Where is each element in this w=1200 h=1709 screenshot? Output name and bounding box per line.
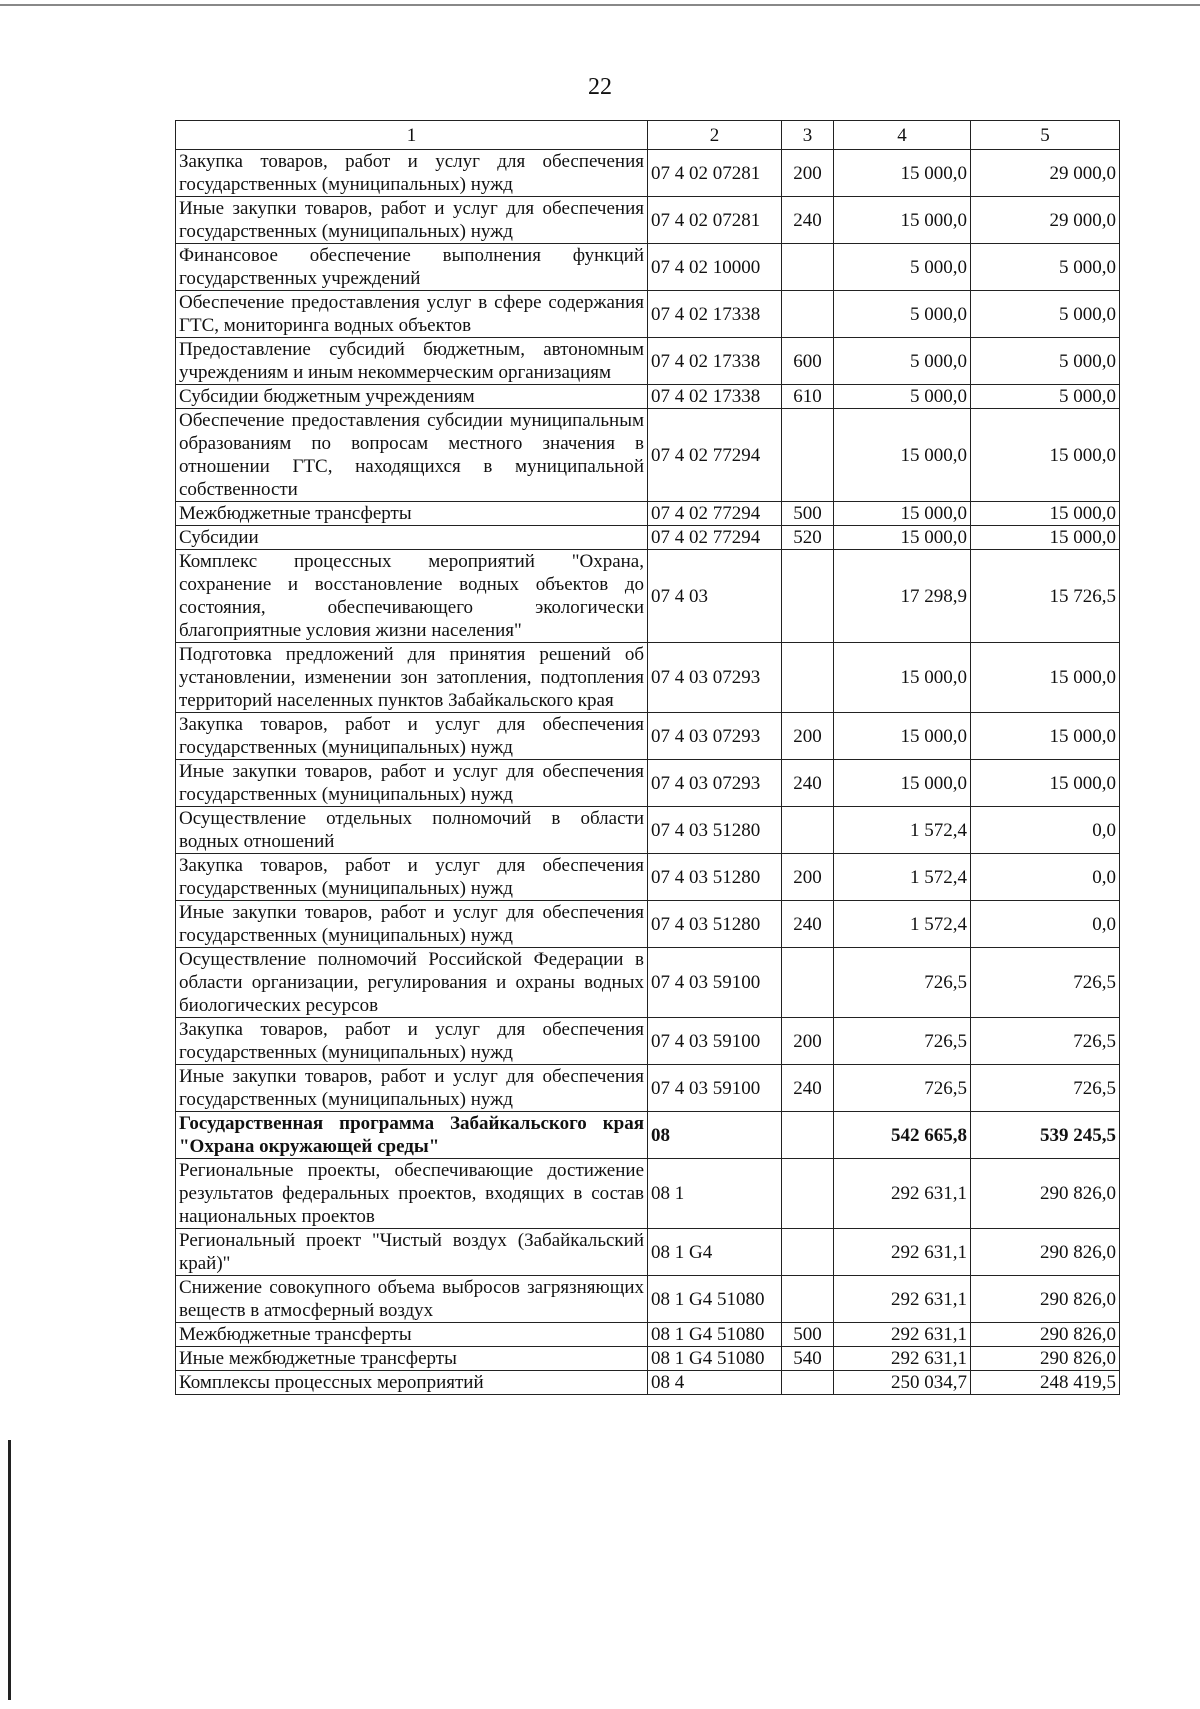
row-code: 07 4 03 51280 — [648, 807, 782, 854]
row-amount-col5: 290 826,0 — [971, 1347, 1120, 1371]
row-expense-type — [782, 1276, 834, 1323]
row-name: Иные межбюджетные трансферты — [176, 1347, 648, 1371]
row-name: Закупка товаров, работ и услуг для обеспечения государственных (муниципальных) нужд — [176, 854, 648, 901]
row-name: Субсидии бюджетным учреждениям — [176, 385, 648, 409]
row-code: 07 4 02 77294 — [648, 502, 782, 526]
row-amount-col5: 5 000,0 — [971, 338, 1120, 385]
table-row — [176, 526, 1120, 550]
row-name: Иные закупки товаров, работ и услуг для обеспечения государственных (муниципальных) нужд — [176, 1065, 648, 1112]
row-name: Субсидии — [176, 526, 648, 550]
row-name: Региональный проект "Чистый воздух (Забайкальский край)" — [176, 1229, 648, 1276]
row-code: 07 4 03 07293 — [648, 760, 782, 807]
table-row — [176, 760, 1120, 807]
table-row — [176, 1229, 1120, 1276]
row-expense-type: 200 — [782, 713, 834, 760]
row-expense-type: 610 — [782, 385, 834, 409]
row-expense-type: 600 — [782, 338, 834, 385]
row-name: Обеспечение предоставления услуг в сфере содержания ГТС, мониторинга водных объектов — [176, 291, 648, 338]
row-amount-col5: 290 826,0 — [971, 1229, 1120, 1276]
table-row — [176, 550, 1120, 643]
row-name: Финансовое обеспечение выполнения функций государственных учреждений — [176, 244, 648, 291]
row-amount-col4: 542 665,8 — [834, 1112, 971, 1159]
row-code: 07 4 03 — [648, 550, 782, 643]
row-expense-type: 200 — [782, 854, 834, 901]
row-name: Осуществление отдельных полномочий в области водных отношений — [176, 807, 648, 854]
table-row — [176, 338, 1120, 385]
table-row — [176, 409, 1120, 502]
row-amount-col5: 5 000,0 — [971, 385, 1120, 409]
row-code: 07 4 03 51280 — [648, 901, 782, 948]
row-amount-col5: 15 000,0 — [971, 409, 1120, 502]
row-amount-col4: 15 000,0 — [834, 526, 971, 550]
row-name: Государственная программа Забайкальского края "Охрана окружающей среды" — [176, 1112, 648, 1159]
row-expense-type — [782, 409, 834, 502]
row-amount-col5: 15 726,5 — [971, 550, 1120, 643]
row-expense-type — [782, 948, 834, 1018]
row-expense-type — [782, 1159, 834, 1229]
row-code: 08 1 G4 — [648, 1229, 782, 1276]
row-name: Региональные проекты, обеспечивающие достижение результатов федеральных проектов, входящих в состав национальных проектов — [176, 1159, 648, 1229]
row-amount-col4: 5 000,0 — [834, 244, 971, 291]
table-row — [176, 713, 1120, 760]
row-amount-col5: 15 000,0 — [971, 502, 1120, 526]
row-amount-col5: 248 419,5 — [971, 1371, 1120, 1395]
row-code: 08 1 G4 51080 — [648, 1323, 782, 1347]
table-row — [176, 901, 1120, 948]
row-name: Комплекс процессных мероприятий "Охрана, сохранение и восстановление водных объектов до состояния, обеспечивающего экологически благоприятные условия жизни населения" — [176, 550, 648, 643]
header-col-3: 3 — [782, 121, 834, 150]
row-name: Предоставление субсидий бюджетным, автономным учреждениям и иным некоммерческим организациям — [176, 338, 648, 385]
row-expense-type: 200 — [782, 1018, 834, 1065]
table-row — [176, 643, 1120, 713]
row-name: Закупка товаров, работ и услуг для обеспечения государственных (муниципальных) нужд — [176, 713, 648, 760]
table-row — [176, 1159, 1120, 1229]
row-amount-col5: 15 000,0 — [971, 526, 1120, 550]
row-amount-col5: 290 826,0 — [971, 1323, 1120, 1347]
row-name: Осуществление полномочий Российской Федерации в области организации, регулирования и охраны водных биологических ресурсов — [176, 948, 648, 1018]
table-row — [176, 807, 1120, 854]
header-row — [176, 121, 1120, 150]
row-name: Закупка товаров, работ и услуг для обеспечения государственных (муниципальных) нужд — [176, 1018, 648, 1065]
table-row — [176, 150, 1120, 197]
table-row — [176, 502, 1120, 526]
row-amount-col5: 5 000,0 — [971, 291, 1120, 338]
row-amount-col5: 29 000,0 — [971, 197, 1120, 244]
row-name: Межбюджетные трансферты — [176, 1323, 648, 1347]
table-row — [176, 244, 1120, 291]
row-expense-type — [782, 1229, 834, 1276]
scan-edge-top — [0, 0, 1200, 6]
row-code: 07 4 02 17338 — [648, 291, 782, 338]
row-amount-col4: 5 000,0 — [834, 385, 971, 409]
row-expense-type — [782, 643, 834, 713]
table-row — [176, 197, 1120, 244]
row-amount-col5: 5 000,0 — [971, 244, 1120, 291]
row-amount-col4: 15 000,0 — [834, 409, 971, 502]
row-code: 07 4 03 59100 — [648, 1065, 782, 1112]
table-row — [176, 1018, 1120, 1065]
table-row — [176, 385, 1120, 409]
row-code: 07 4 03 07293 — [648, 713, 782, 760]
row-expense-type — [782, 1371, 834, 1395]
row-amount-col5: 290 826,0 — [971, 1159, 1120, 1229]
table-row — [176, 854, 1120, 901]
row-name: Закупка товаров, работ и услуг для обеспечения государственных (муниципальных) нужд — [176, 150, 648, 197]
row-amount-col5: 15 000,0 — [971, 713, 1120, 760]
row-expense-type — [782, 1112, 834, 1159]
row-expense-type — [782, 244, 834, 291]
header-col-5: 5 — [971, 121, 1120, 150]
row-name: Межбюджетные трансферты — [176, 502, 648, 526]
table-row — [176, 291, 1120, 338]
row-amount-col5: 539 245,5 — [971, 1112, 1120, 1159]
row-name: Иные закупки товаров, работ и услуг для обеспечения государственных (муниципальных) нужд — [176, 760, 648, 807]
row-amount-col4: 292 631,1 — [834, 1347, 971, 1371]
row-expense-type — [782, 550, 834, 643]
row-name: Снижение совокупного объема выбросов загрязняющих веществ в атмосферный воздух — [176, 1276, 648, 1323]
row-code: 07 4 02 10000 — [648, 244, 782, 291]
row-code: 07 4 02 07281 — [648, 197, 782, 244]
row-amount-col4: 15 000,0 — [834, 643, 971, 713]
row-amount-col4: 292 631,1 — [834, 1276, 971, 1323]
row-amount-col4: 5 000,0 — [834, 338, 971, 385]
row-code: 08 4 — [648, 1371, 782, 1395]
table-row — [176, 1347, 1120, 1371]
row-name: Комплексы процессных мероприятий — [176, 1371, 648, 1395]
row-amount-col4: 1 572,4 — [834, 807, 971, 854]
row-code: 07 4 02 77294 — [648, 526, 782, 550]
row-code: 07 4 03 51280 — [648, 854, 782, 901]
row-amount-col5: 726,5 — [971, 948, 1120, 1018]
row-code: 07 4 02 17338 — [648, 338, 782, 385]
row-expense-type: 500 — [782, 502, 834, 526]
row-amount-col4: 250 034,7 — [834, 1371, 971, 1395]
row-amount-col5: 290 826,0 — [971, 1276, 1120, 1323]
row-amount-col4: 15 000,0 — [834, 502, 971, 526]
row-amount-col4: 15 000,0 — [834, 197, 971, 244]
row-expense-type: 540 — [782, 1347, 834, 1371]
row-amount-col5: 29 000,0 — [971, 150, 1120, 197]
row-name: Подготовка предложений для принятия решений об установлении, изменении зон затопления, подтопления территорий населенных пунктов Забайкальского края — [176, 643, 648, 713]
scan-edge-left — [8, 1440, 11, 1700]
row-amount-col4: 726,5 — [834, 948, 971, 1018]
row-name: Иные закупки товаров, работ и услуг для обеспечения государственных (муниципальных) нужд — [176, 197, 648, 244]
row-amount-col4: 15 000,0 — [834, 713, 971, 760]
row-code: 08 — [648, 1112, 782, 1159]
row-amount-col4: 15 000,0 — [834, 760, 971, 807]
row-amount-col4: 292 631,1 — [834, 1159, 971, 1229]
row-amount-col4: 15 000,0 — [834, 150, 971, 197]
table-row — [176, 1371, 1120, 1395]
row-expense-type — [782, 807, 834, 854]
row-code: 08 1 G4 51080 — [648, 1276, 782, 1323]
row-expense-type — [782, 291, 834, 338]
row-code: 07 4 03 07293 — [648, 643, 782, 713]
page-number: 22 — [588, 74, 612, 100]
header-col-1: 1 — [176, 121, 648, 150]
row-amount-col5: 0,0 — [971, 901, 1120, 948]
table-row — [176, 948, 1120, 1018]
row-amount-col4: 5 000,0 — [834, 291, 971, 338]
row-code: 07 4 02 17338 — [648, 385, 782, 409]
row-amount-col4: 292 631,1 — [834, 1229, 971, 1276]
row-amount-col4: 17 298,9 — [834, 550, 971, 643]
row-expense-type: 200 — [782, 150, 834, 197]
row-name: Обеспечение предоставления субсидии муниципальным образованиям по вопросам местного значения в отношении ГТС, находящихся в муниципальной собственности — [176, 409, 648, 502]
row-amount-col5: 15 000,0 — [971, 643, 1120, 713]
row-expense-type: 240 — [782, 1065, 834, 1112]
budget-table — [175, 120, 1120, 1395]
row-code: 07 4 02 07281 — [648, 150, 782, 197]
row-amount-col5: 726,5 — [971, 1018, 1120, 1065]
row-code: 07 4 03 59100 — [648, 948, 782, 1018]
row-amount-col5: 726,5 — [971, 1065, 1120, 1112]
row-name: Иные закупки товаров, работ и услуг для обеспечения государственных (муниципальных) нужд — [176, 901, 648, 948]
row-expense-type: 500 — [782, 1323, 834, 1347]
table-header — [176, 121, 1120, 150]
row-expense-type: 240 — [782, 901, 834, 948]
table-row — [176, 1112, 1120, 1159]
row-code: 08 1 G4 51080 — [648, 1347, 782, 1371]
table-row — [176, 1323, 1120, 1347]
table-body — [176, 150, 1120, 1395]
row-code: 07 4 03 59100 — [648, 1018, 782, 1065]
header-col-4: 4 — [834, 121, 971, 150]
row-expense-type: 240 — [782, 760, 834, 807]
row-amount-col5: 0,0 — [971, 807, 1120, 854]
row-code: 07 4 02 77294 — [648, 409, 782, 502]
table-row — [176, 1276, 1120, 1323]
row-amount-col4: 292 631,1 — [834, 1323, 971, 1347]
row-amount-col4: 726,5 — [834, 1018, 971, 1065]
row-amount-col4: 1 572,4 — [834, 901, 971, 948]
row-amount-col5: 15 000,0 — [971, 760, 1120, 807]
row-code: 08 1 — [648, 1159, 782, 1229]
row-expense-type: 240 — [782, 197, 834, 244]
row-amount-col5: 0,0 — [971, 854, 1120, 901]
row-expense-type: 520 — [782, 526, 834, 550]
row-amount-col4: 726,5 — [834, 1065, 971, 1112]
row-amount-col4: 1 572,4 — [834, 854, 971, 901]
header-col-2: 2 — [648, 121, 782, 150]
table-row — [176, 1065, 1120, 1112]
